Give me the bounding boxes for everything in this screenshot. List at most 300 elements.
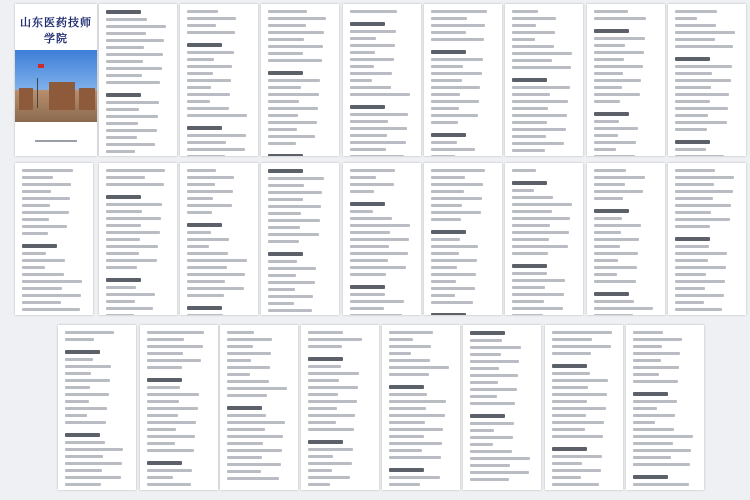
text-line: [431, 197, 482, 200]
page-thumbnail[interactable]: [58, 325, 136, 490]
text-line: [470, 422, 514, 425]
text-line: [389, 468, 424, 472]
text-line: [675, 140, 710, 144]
cover-page[interactable]: [15, 4, 97, 156]
text-line: [106, 307, 153, 310]
page-thumbnail[interactable]: [140, 325, 218, 490]
text-line: [512, 264, 547, 268]
cover-footer: [35, 140, 77, 142]
text-line: [350, 266, 406, 269]
text-line: [22, 204, 50, 207]
text-line: [594, 37, 645, 40]
text-line: [350, 148, 386, 151]
text-line: [552, 483, 599, 486]
text-line: [268, 10, 307, 13]
text-line: [268, 169, 303, 173]
text-line: [187, 294, 224, 297]
text-line: [675, 225, 710, 228]
page-thumbnail[interactable]: [668, 4, 746, 156]
text-line: [470, 353, 501, 356]
text-line: [227, 352, 271, 355]
page-thumbnail[interactable]: [505, 4, 583, 156]
text-line: [187, 148, 245, 151]
page-thumbnail[interactable]: [15, 163, 93, 315]
text-line: [268, 71, 303, 75]
text-line: [675, 121, 727, 124]
text-line: [431, 155, 455, 156]
text-line: [431, 17, 467, 20]
cover-photo: [15, 50, 97, 122]
text-line: [106, 210, 142, 213]
text-line: [633, 359, 661, 362]
text-line: [431, 100, 479, 103]
page-thumbnail[interactable]: [220, 325, 298, 490]
text-line: [350, 127, 407, 130]
text-line: [268, 219, 320, 222]
text-line: [594, 58, 624, 61]
page-thumbnail[interactable]: [343, 163, 421, 315]
text-line: [552, 462, 582, 465]
text-line: [675, 259, 708, 262]
text-line: [22, 225, 67, 228]
text-line: [552, 435, 603, 438]
text-line: [350, 314, 402, 315]
text-line: [431, 259, 477, 262]
text-line: [512, 38, 535, 41]
text-line: [552, 364, 587, 368]
text-line: [187, 266, 227, 269]
text-line: [227, 421, 285, 424]
text-line: [389, 359, 430, 362]
text-line: [350, 293, 385, 296]
text-line: [187, 65, 232, 68]
text-line: [187, 107, 229, 110]
text-line: [512, 121, 547, 124]
text-line: [389, 331, 433, 334]
text-line: [389, 449, 422, 452]
text-line: [106, 53, 163, 56]
text-line: [431, 245, 478, 248]
text-line: [512, 59, 552, 62]
text-line: [675, 86, 711, 89]
text-line: [594, 141, 636, 144]
text-line: [594, 112, 629, 116]
text-line: [65, 350, 100, 354]
text-line: [65, 331, 114, 334]
text-line: [350, 120, 388, 123]
text-line: [227, 345, 253, 348]
text-line: [268, 79, 320, 82]
text-line: [268, 128, 297, 131]
text-line: [65, 476, 121, 479]
text-line: [268, 154, 303, 156]
text-line: [22, 252, 46, 255]
text-line: [22, 169, 73, 172]
text-line: [65, 469, 102, 472]
text-line: [227, 414, 266, 417]
text-line: [633, 366, 679, 369]
text-line: [512, 45, 554, 48]
text-line: [594, 259, 618, 262]
text-line: [594, 169, 626, 172]
text-line: [268, 86, 301, 89]
text-line: [431, 107, 459, 110]
text-line: [268, 45, 323, 48]
text-line: [22, 244, 57, 248]
text-line: [350, 22, 385, 26]
text-line: [594, 176, 645, 179]
text-line: [187, 306, 222, 310]
page-thumbnail[interactable]: [99, 163, 177, 315]
text-line: [227, 359, 251, 362]
text-line: [470, 443, 493, 446]
text-line: [187, 169, 216, 172]
text-line: [227, 449, 282, 452]
text-line: [268, 107, 318, 110]
text-line: [147, 407, 198, 410]
text-line: [431, 72, 482, 75]
page-thumbnail[interactable]: [587, 163, 665, 315]
text-line: [308, 421, 336, 424]
text-line: [633, 407, 657, 410]
text-line: [308, 365, 341, 368]
text-line: [512, 314, 543, 315]
text-line: [512, 100, 568, 103]
page-thumbnail[interactable]: [261, 4, 339, 156]
text-line: [512, 286, 545, 289]
text-line: [187, 31, 235, 34]
page-thumbnail[interactable]: [424, 163, 502, 315]
text-line: [431, 313, 466, 315]
text-line: [106, 183, 164, 186]
text-line: [512, 231, 569, 234]
text-line: [350, 141, 406, 144]
page-thumbnail[interactable]: [99, 4, 177, 156]
text-line: [106, 115, 158, 118]
text-line: [65, 365, 111, 368]
text-line: [470, 339, 502, 342]
text-line: [227, 373, 250, 376]
text-line: [106, 10, 141, 14]
text-line: [552, 352, 591, 355]
text-line: [470, 395, 497, 398]
text-line: [389, 385, 424, 389]
text-line: [431, 287, 475, 290]
text-line: [187, 245, 209, 248]
text-line: [65, 393, 109, 396]
text-line: [675, 308, 722, 311]
text-line: [675, 57, 710, 61]
text-line: [350, 79, 372, 82]
text-line: [431, 211, 481, 214]
page-thumbnail[interactable]: [545, 325, 623, 490]
text-line: [187, 134, 246, 137]
text-line: [268, 240, 299, 243]
text-line: [187, 10, 218, 13]
page-thumbnail[interactable]: [180, 163, 258, 315]
text-line: [106, 108, 139, 111]
text-line: [350, 224, 410, 227]
text-line: [512, 217, 570, 220]
text-line: [187, 58, 214, 61]
text-line: [594, 134, 618, 137]
text-line: [350, 176, 376, 179]
page-thumbnail[interactable]: [382, 325, 460, 490]
text-line: [106, 60, 143, 63]
text-line: [227, 428, 265, 431]
text-line: [227, 331, 254, 334]
text-line: [350, 30, 396, 33]
page-thumbnail[interactable]: [301, 325, 379, 490]
text-line: [431, 31, 466, 34]
text-line: [512, 293, 564, 296]
text-line: [187, 17, 236, 20]
text-line: [350, 10, 397, 13]
text-line: [106, 101, 159, 104]
text-line: [594, 100, 620, 103]
text-line: [268, 177, 324, 180]
text-line: [187, 141, 226, 144]
text-line: [470, 374, 518, 377]
text-line: [22, 273, 64, 276]
text-line: [594, 273, 617, 276]
text-line: [675, 38, 715, 41]
text-line: [106, 217, 161, 220]
text-line: [470, 388, 517, 391]
page-thumbnail[interactable]: [424, 4, 502, 156]
text-line: [187, 100, 210, 103]
text-line: [431, 65, 463, 68]
text-line: [431, 266, 457, 269]
text-line: [389, 414, 445, 417]
text-line: [675, 273, 706, 276]
text-line: [594, 155, 635, 156]
text-line: [308, 345, 342, 348]
text-line: [106, 195, 141, 199]
text-line: [350, 65, 374, 68]
text-line: [470, 381, 498, 384]
text-line: [147, 442, 175, 445]
text-line: [268, 191, 322, 194]
text-line: [350, 210, 373, 213]
text-line: [147, 449, 194, 452]
text-line: [675, 218, 730, 221]
text-line: [552, 331, 612, 334]
text-line: [106, 278, 141, 282]
text-line: [350, 231, 390, 234]
text-line: [512, 31, 555, 34]
text-line: [552, 386, 588, 389]
text-line: [594, 307, 653, 310]
text-line: [350, 113, 408, 116]
text-line: [552, 447, 587, 451]
text-line: [594, 252, 638, 255]
text-line: [633, 475, 668, 479]
text-line: [147, 428, 176, 431]
page-thumbnail[interactable]: [261, 163, 339, 315]
text-line: [594, 231, 621, 234]
text-line: [470, 457, 530, 460]
text-line: [147, 338, 184, 341]
text-line: [106, 25, 166, 28]
text-line: [106, 93, 141, 97]
text-line: [675, 237, 710, 241]
text-line: [675, 190, 733, 193]
text-line: [187, 43, 222, 47]
text-line: [675, 155, 724, 156]
building-shape: [49, 82, 75, 110]
text-line: [431, 273, 476, 276]
text-line: [268, 302, 294, 305]
page-thumbnail[interactable]: [343, 4, 421, 156]
text-line: [675, 252, 727, 255]
text-line: [431, 58, 483, 61]
text-line: [65, 433, 100, 437]
text-line: [22, 280, 82, 283]
text-line: [147, 366, 182, 369]
text-line: [268, 52, 303, 55]
text-line: [431, 252, 459, 255]
text-line: [227, 477, 279, 480]
text-line: [308, 414, 355, 417]
text-line: [308, 428, 354, 431]
text-line: [389, 373, 429, 376]
text-line: [268, 274, 296, 277]
text-line: [227, 394, 267, 397]
text-line: [227, 470, 261, 473]
text-line: [22, 218, 49, 221]
text-line: [268, 226, 300, 229]
text-line: [470, 450, 512, 453]
text-line: [470, 429, 494, 432]
text-line: [308, 393, 338, 396]
page-thumbnail[interactable]: [463, 325, 541, 490]
text-line: [147, 469, 192, 472]
text-line: [268, 281, 315, 284]
text-line: [187, 176, 234, 179]
text-line: [389, 352, 411, 355]
page-thumbnail[interactable]: [668, 163, 746, 315]
text-line: [227, 366, 270, 369]
page-thumbnail[interactable]: [505, 163, 583, 315]
text-line: [268, 121, 317, 124]
text-line: [552, 421, 604, 424]
text-line: [512, 189, 534, 192]
text-line: [389, 366, 449, 369]
text-line: [552, 400, 587, 403]
text-line: [350, 217, 392, 220]
page-thumbnail[interactable]: [626, 325, 704, 490]
text-line: [147, 331, 204, 334]
text-line: [268, 142, 296, 145]
text-line: [106, 252, 139, 255]
text-line: [147, 400, 179, 403]
text-line: [350, 37, 376, 40]
text-line: [675, 197, 713, 200]
text-line: [512, 149, 545, 152]
text-line: [22, 294, 81, 297]
text-line: [22, 211, 69, 214]
text-line: [675, 128, 707, 131]
text-line: [187, 86, 211, 89]
text-line: [431, 148, 475, 151]
text-line: [308, 400, 357, 403]
text-line: [268, 233, 319, 236]
text-line: [308, 455, 333, 458]
text-line: [106, 122, 138, 125]
text-line: [512, 107, 548, 110]
text-line: [350, 300, 404, 303]
text-line: [675, 245, 709, 248]
text-line: [633, 449, 691, 452]
page-thumbnail[interactable]: [180, 4, 258, 156]
text-line: [65, 407, 107, 410]
text-line: [22, 232, 48, 235]
text-line: [633, 338, 682, 341]
text-line: [350, 44, 395, 47]
text-line: [106, 67, 162, 70]
text-line: [106, 46, 144, 49]
text-line: [187, 252, 228, 255]
text-line: [512, 52, 572, 55]
text-line: [552, 379, 608, 382]
cover-title: 山东医药技师学院: [20, 16, 92, 45]
text-line: [268, 295, 313, 298]
text-line: [633, 400, 677, 403]
text-line: [470, 478, 509, 481]
text-line: [268, 252, 303, 256]
text-line: [106, 293, 155, 296]
page-thumbnail[interactable]: [587, 4, 665, 156]
text-line: [431, 86, 480, 89]
text-line: [675, 301, 704, 304]
text-line: [552, 393, 607, 396]
text-line: [187, 314, 223, 315]
text-line: [431, 93, 460, 96]
text-line: [512, 24, 536, 27]
text-line: [147, 393, 199, 396]
text-line: [22, 259, 65, 262]
text-line: [512, 10, 538, 13]
text-line: [431, 218, 461, 221]
text-line: [675, 10, 717, 13]
text-line: [552, 372, 590, 375]
text-line: [389, 421, 425, 424]
text-line: [431, 24, 485, 27]
text-line: [389, 442, 442, 445]
text-line: [633, 463, 690, 466]
text-line: [675, 176, 734, 179]
text-line: [675, 79, 731, 82]
text-line: [594, 209, 629, 213]
text-line: [227, 338, 272, 341]
text-line: [22, 197, 70, 200]
text-line: [187, 114, 247, 117]
text-line: [512, 203, 572, 206]
text-line: [633, 380, 678, 383]
text-line: [65, 414, 87, 417]
text-line: [227, 387, 287, 390]
text-line: [106, 18, 147, 21]
text-line: [594, 29, 629, 33]
text-line: [268, 260, 297, 263]
text-line: [675, 169, 715, 172]
text-line: [308, 483, 330, 486]
text-line: [106, 169, 165, 172]
text-line: [633, 435, 693, 438]
text-line: [594, 17, 646, 20]
text-line: [268, 135, 315, 138]
